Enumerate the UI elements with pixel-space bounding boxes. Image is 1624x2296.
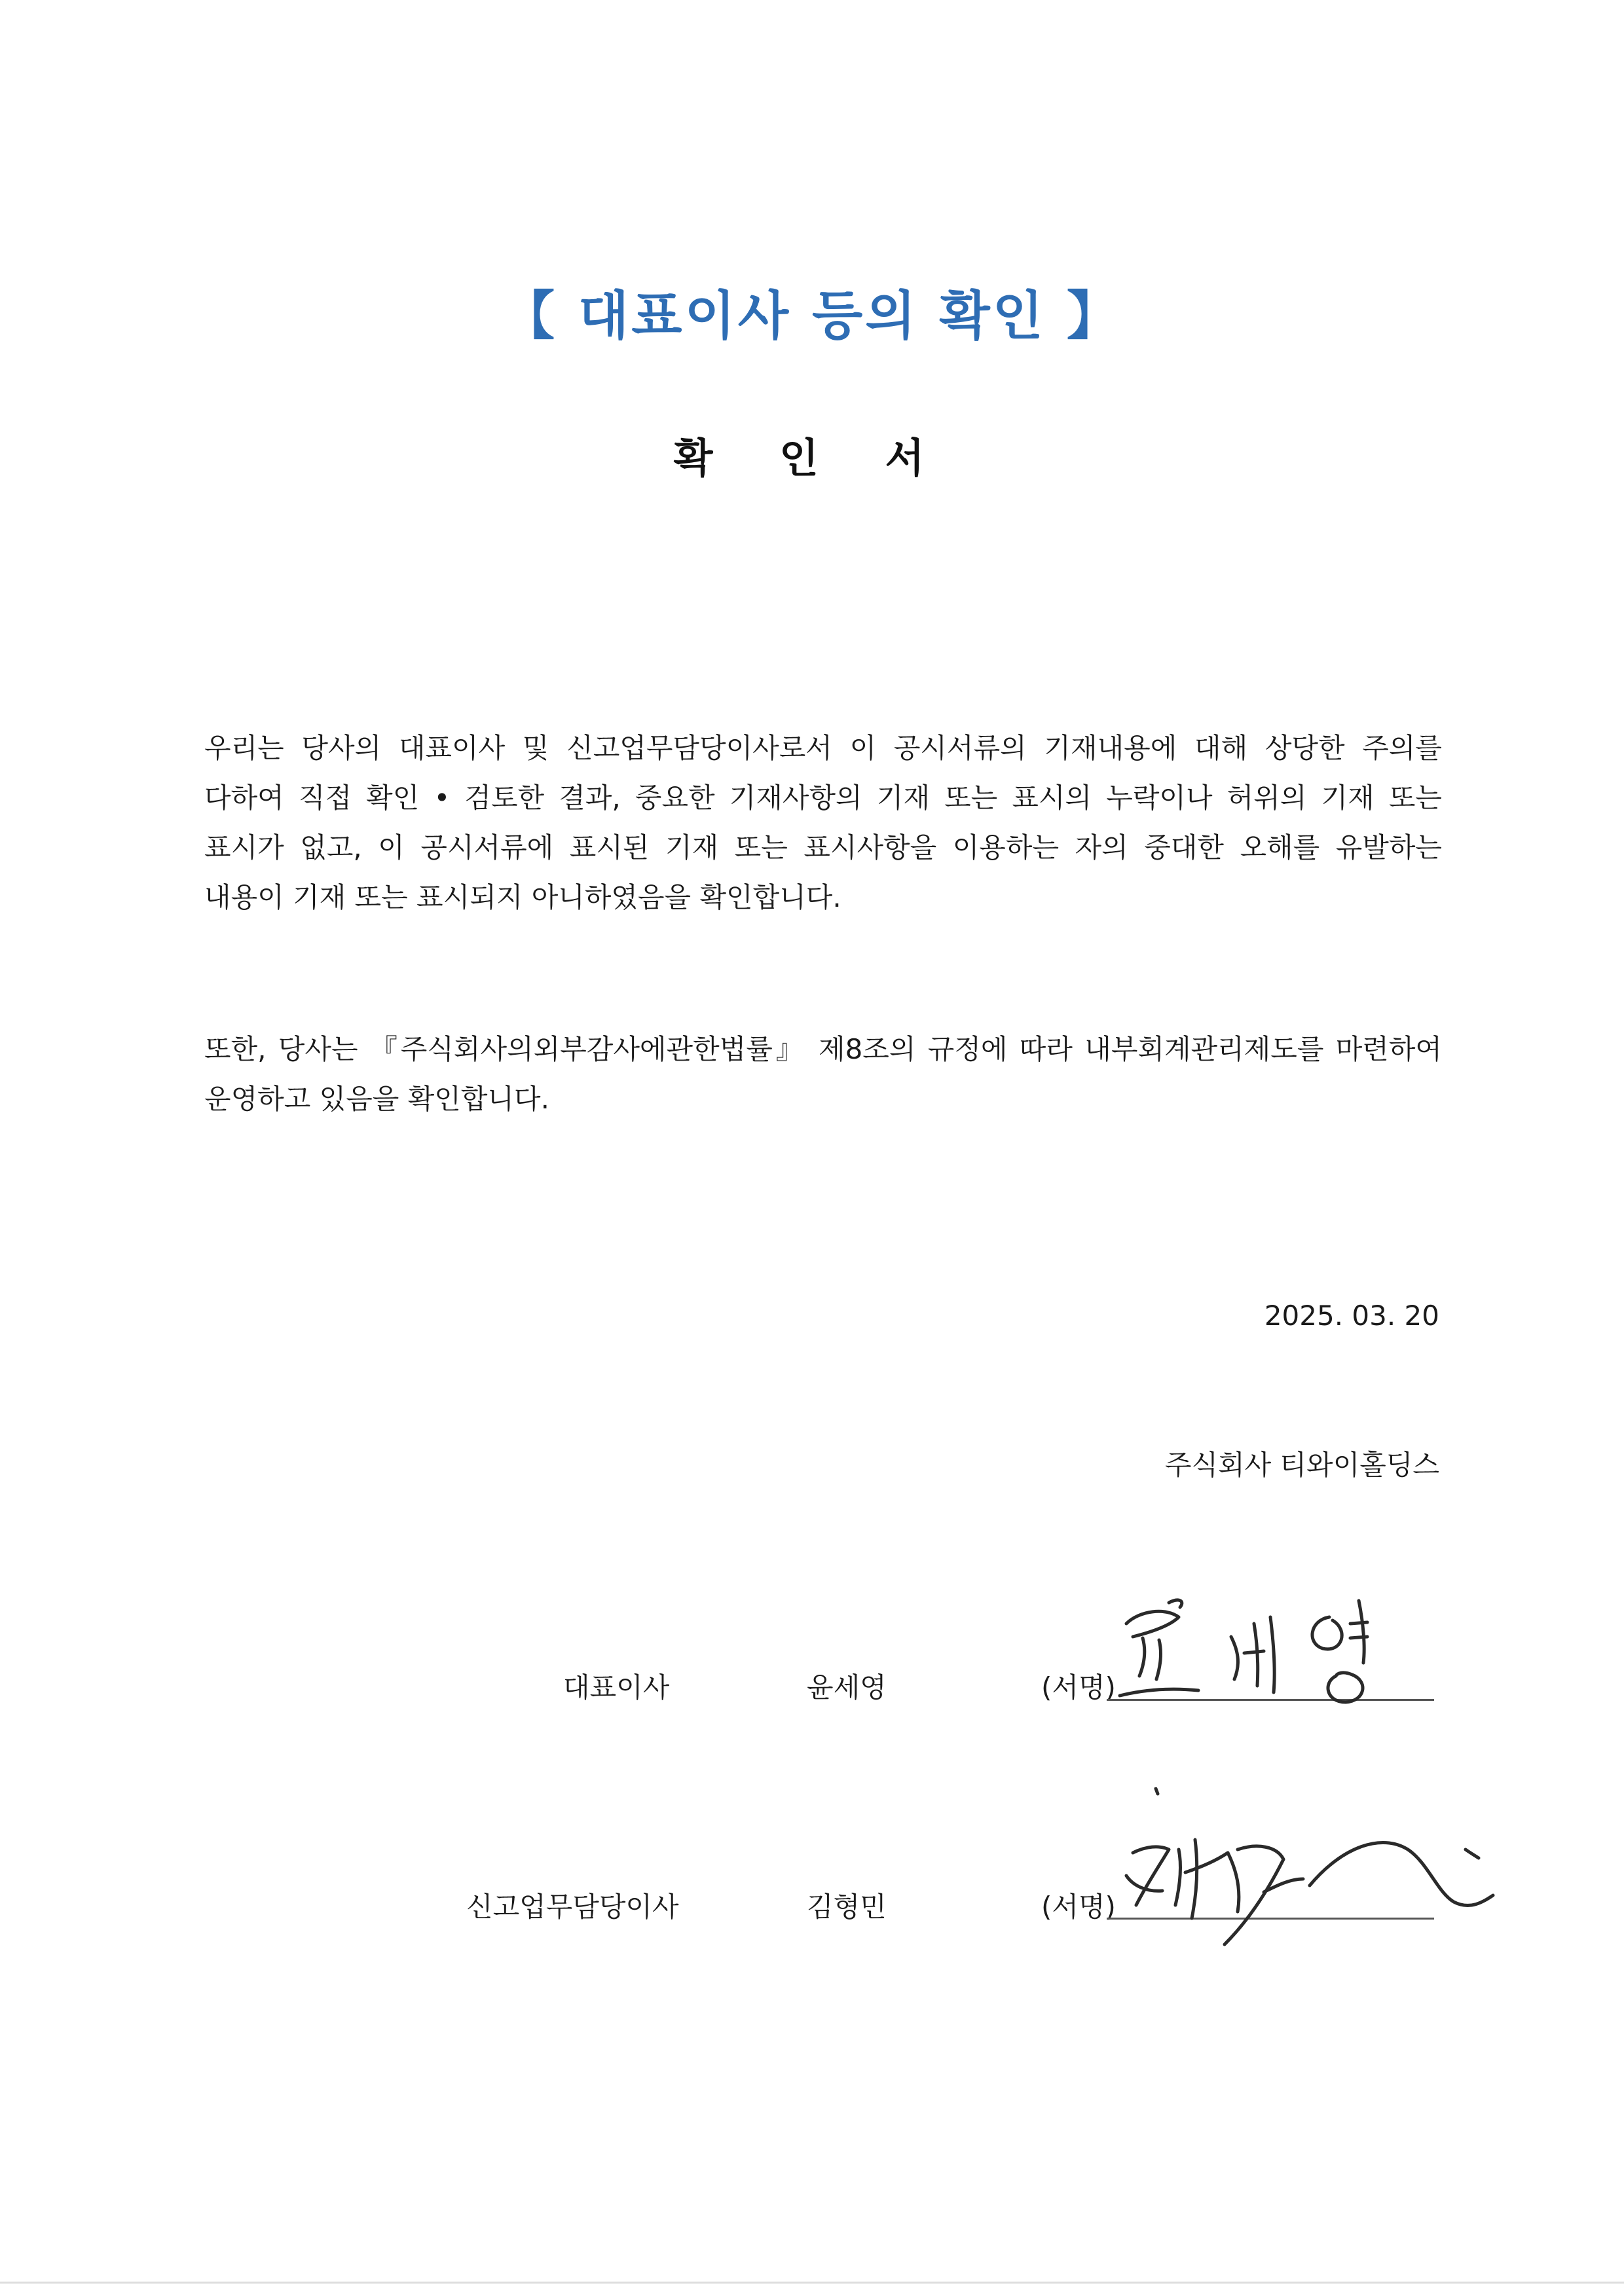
document-title: 【 대표이사 등의 확인 】 [502,285,1122,346]
internal-control-paragraph: 또한, 당사는 『주식회사의외부감사에관한법률』 제8조의 규정에 따라 내부회계관리제도를 마련하여 운영하고 있음을 확인합니다. [204,1033,1442,1115]
signatory-name-disclosure-officer: 김형민 [807,1891,887,1923]
document-subtitle: 확 인 서 [673,434,951,482]
signatory-role-ceo: 대표이사 [563,1671,670,1704]
handwritten-signature-ceo [1107,1597,1447,1709]
signature-label: (서명) [1041,1891,1116,1923]
page-bottom-rule [0,2282,1624,2284]
handwritten-signature-disclosure-officer [1107,1787,1500,1964]
confirmation-paragraph: 우리는 당사의 대표이사 및 신고업무담당이사로서 이 공시서류의 기재내용에 대해 상당한 주의를 다하여 직접 확인 • 검토한 결과, 중요한 기재사항의 기재 또는 표시의 누락이나 허위의 기재 또는 표시가 없고, 이 공시서류에 표시된 기재 또는 표시사항을 이용하는 자의 중대한 오해를 유발하는 내용이 기재 또는 표시되지 아니하였음을 확인합니다. [204,732,1442,913]
document-date: 2025. 03. 20 [1264,1300,1439,1332]
signatory-name-ceo: 윤세영 [807,1671,887,1704]
signatory-role-disclosure-officer: 신고업무담당이사 [466,1891,679,1923]
company-name: 주식회사 티와이홀딩스 [1164,1449,1439,1481]
signature-label: (서명) [1041,1671,1116,1704]
